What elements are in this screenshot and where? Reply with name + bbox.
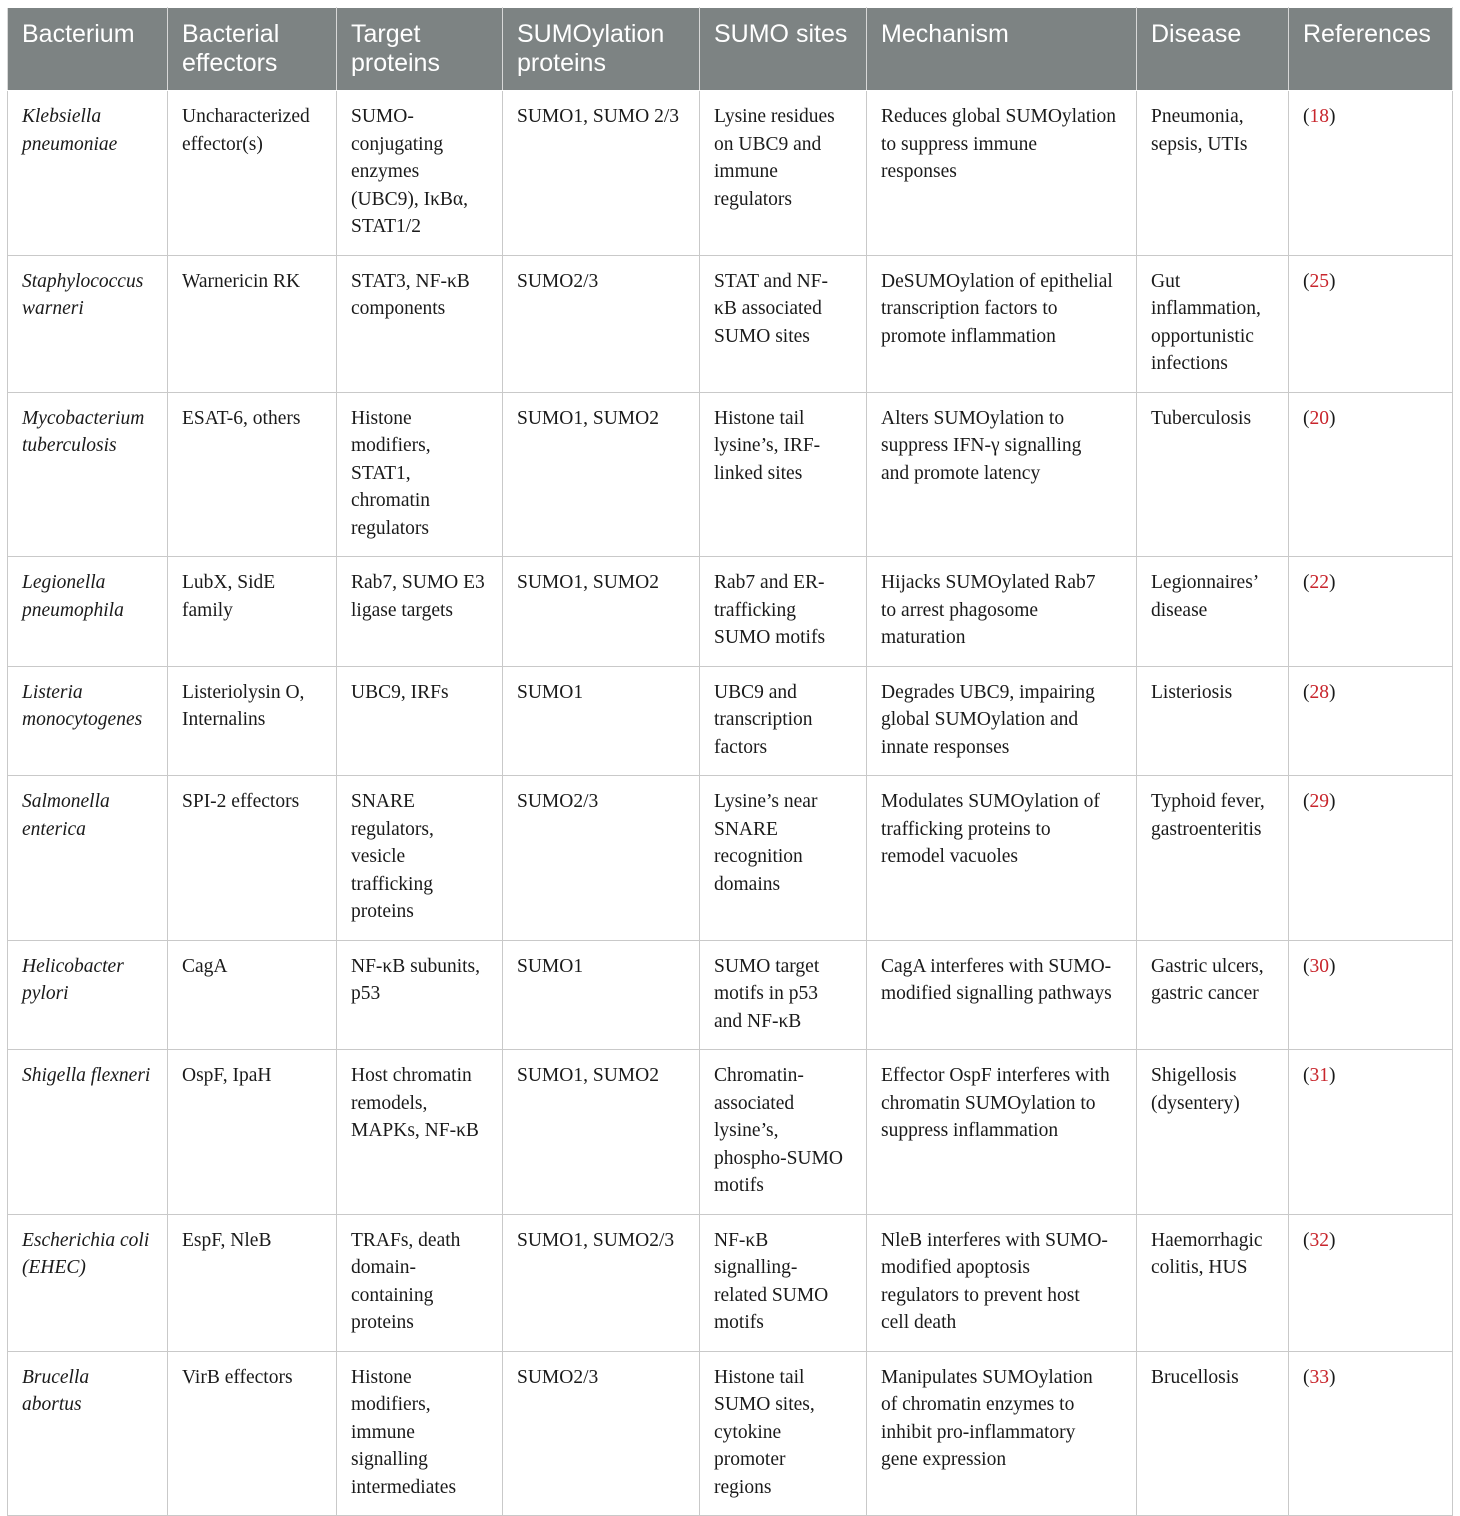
reference-number: 31 xyxy=(1309,1065,1329,1086)
cell-text-line: Effector OspF interferes with xyxy=(881,1065,1110,1086)
header-label-line: proteins xyxy=(351,49,440,77)
bacterium-cell xyxy=(8,1214,168,1351)
cell-text-line: regulators to prevent host xyxy=(881,1284,1080,1306)
header-label-line: effectors xyxy=(182,49,278,77)
disease-cell xyxy=(1137,1351,1289,1516)
cell-text-line: Reduces global SUMOylation xyxy=(881,106,1117,127)
cell-text-line: chromatin SUMOylation to xyxy=(881,1092,1096,1114)
cell-text-line: SUMO motifs xyxy=(714,627,826,648)
reference-link[interactable]: (22) xyxy=(1303,572,1336,593)
cell-text-line: transcription xyxy=(714,709,813,730)
mechanism-cell xyxy=(867,776,1137,941)
sumoylation-proteins-cell xyxy=(503,1050,700,1215)
disease-cell xyxy=(1137,255,1289,392)
cell-text-line: (EHEC) xyxy=(22,1257,86,1278)
cell-text-line: Histone xyxy=(351,407,412,429)
header-label-line: Mechanism xyxy=(881,20,1009,48)
header-bacterial-effectors xyxy=(168,8,337,91)
cell-text-line: cytokine xyxy=(714,1421,782,1443)
cell-text-line: immune xyxy=(351,1421,415,1443)
effectors-cell xyxy=(168,1214,337,1351)
cell-text-line: SUMO1 xyxy=(517,681,584,703)
references-cell xyxy=(1289,1351,1453,1516)
cell-text-line: containing xyxy=(351,1284,434,1306)
header-label-line: proteins xyxy=(517,49,606,77)
disease-cell xyxy=(1137,1050,1289,1215)
cell-text-line: Tuberculosis xyxy=(1151,407,1252,429)
header-sumo-sites xyxy=(700,8,867,91)
cell-text-line: Internalins xyxy=(182,709,266,730)
table-row xyxy=(8,1351,1453,1516)
references-cell xyxy=(1289,1050,1453,1215)
cell-text-line: modified apoptosis xyxy=(881,1257,1030,1278)
cell-text-line: innate responses xyxy=(881,736,1010,758)
effectors-cell xyxy=(168,255,337,392)
cell-text-line: suppress inflammation xyxy=(881,1120,1059,1141)
cell-text-line: and NF-κB xyxy=(714,1010,802,1032)
reference-link[interactable]: (28) xyxy=(1303,681,1336,703)
cell-text-line: SUMO1, SUMO2 xyxy=(517,572,659,593)
table-row xyxy=(8,557,1453,667)
table-row xyxy=(8,392,1453,557)
reference-number: 32 xyxy=(1309,1229,1329,1251)
target-proteins-cell xyxy=(337,91,503,256)
cell-text-line: SUMO sites xyxy=(714,325,810,347)
cell-text-line: vesicle xyxy=(351,846,406,867)
cell-text-line: (UBC9), IκBα, xyxy=(351,188,468,210)
cell-text-line: pylori xyxy=(22,983,69,1004)
cell-text-line: CagA xyxy=(182,955,228,977)
sumo-sites-cell xyxy=(700,557,867,667)
table-container xyxy=(7,7,1452,1516)
effectors-cell xyxy=(168,1351,337,1516)
sumo-sites-cell xyxy=(700,666,867,776)
mechanism-cell xyxy=(867,557,1137,667)
cell-text-line: SPI-2 effectors xyxy=(182,791,300,812)
reference-number: 30 xyxy=(1309,955,1329,977)
sumo-sites-cell xyxy=(700,1214,867,1351)
cell-text-line: cell death xyxy=(881,1312,957,1333)
cell-text-line: infections xyxy=(1151,353,1228,374)
cell-text-line: intermediates xyxy=(351,1476,457,1498)
cell-text-line: EspF, NleB xyxy=(182,1229,272,1251)
cell-text-line: remodels, xyxy=(351,1092,428,1114)
header-label-line: Disease xyxy=(1151,20,1242,48)
target-proteins-cell xyxy=(337,557,503,667)
header-bacterium xyxy=(8,8,168,91)
reference-number: 25 xyxy=(1309,270,1329,292)
disease-cell xyxy=(1137,666,1289,776)
cell-text-line: phospho-SUMO xyxy=(714,1147,843,1169)
cell-text-line: Listeriolysin O, xyxy=(182,681,305,703)
sumoylation-proteins-cell xyxy=(503,91,700,256)
cell-text-line: STAT3, NF-κB xyxy=(351,270,470,292)
cell-text-line: NF-κB xyxy=(714,1229,769,1251)
cell-text-line: gastric cancer xyxy=(1151,983,1259,1004)
cell-text-line: Legionnaires’ xyxy=(1151,572,1260,593)
cell-text-line: SUMO2/3 xyxy=(517,791,599,812)
cell-text-line: domains xyxy=(714,873,781,895)
sumoylation-proteins-cell xyxy=(503,666,700,776)
sumo-sites-cell xyxy=(700,1351,867,1516)
cell-text-line: opportunistic xyxy=(1151,325,1254,347)
cell-text-line: colitis, HUS xyxy=(1151,1257,1248,1278)
cell-text-line: enzymes xyxy=(351,161,420,182)
target-proteins-cell xyxy=(337,255,503,392)
cell-text-line: monocytogenes xyxy=(22,709,143,730)
cell-text-line: to arrest phagosome xyxy=(881,599,1039,621)
cell-text-line: responses xyxy=(881,161,957,182)
references-cell xyxy=(1289,776,1453,941)
target-proteins-cell xyxy=(337,776,503,941)
cell-text-line: Chromatin- xyxy=(714,1065,804,1086)
reference-link[interactable]: (29) xyxy=(1303,791,1336,812)
cell-text-line: regulators, xyxy=(351,818,434,840)
cell-text-line: Brucellosis xyxy=(1151,1366,1239,1388)
cell-text-line: Rab7, SUMO E3 xyxy=(351,572,485,593)
cell-text-line: UBC9 and xyxy=(714,681,797,703)
cell-text-line: trafficking xyxy=(714,599,796,621)
cell-text-line: SNARE xyxy=(714,818,778,840)
cell-text-line: LubX, SidE xyxy=(182,572,276,593)
mechanism-cell xyxy=(867,392,1137,557)
reference-number: 18 xyxy=(1309,106,1329,127)
references-cell xyxy=(1289,91,1453,256)
cell-text-line: SUMO1, SUMO2 xyxy=(517,407,659,429)
table-row xyxy=(8,666,1453,776)
cell-text-line: inflammation, xyxy=(1151,298,1261,319)
header-label-line: Target xyxy=(351,20,421,48)
disease-cell xyxy=(1137,776,1289,941)
sumoylation-proteins-cell xyxy=(503,392,700,557)
cell-text-line: to suppress immune xyxy=(881,133,1037,155)
bacterium-cell xyxy=(8,91,168,256)
mechanism-cell xyxy=(867,255,1137,392)
cell-text-line: chromatin xyxy=(351,490,431,511)
effectors-cell xyxy=(168,776,337,941)
cell-text-line: SUMO1, SUMO2 xyxy=(517,1065,659,1086)
cell-text-line: modified signalling pathways xyxy=(881,983,1112,1004)
target-proteins-cell xyxy=(337,940,503,1050)
table-body xyxy=(8,91,1453,1516)
cell-text-line: Legionella xyxy=(22,572,106,593)
cell-text-line: warneri xyxy=(22,298,84,319)
cell-text-line: effector(s) xyxy=(182,133,263,155)
cell-text-line: and promote latency xyxy=(881,462,1041,484)
cell-text-line: VirB effectors xyxy=(182,1366,293,1388)
cell-text-line: OspF, IpaH xyxy=(182,1065,272,1086)
header-sumoylation-proteins xyxy=(503,8,700,91)
cell-text-line: Gastric ulcers, xyxy=(1151,955,1264,977)
cell-text-line: recognition xyxy=(714,846,803,867)
cell-text-line: motifs xyxy=(714,1312,764,1333)
reference-number: 29 xyxy=(1309,791,1329,812)
disease-cell xyxy=(1137,392,1289,557)
bacterium-cell xyxy=(8,557,168,667)
sumo-sites-cell xyxy=(700,392,867,557)
cell-text-line: STAT and NF- xyxy=(714,270,829,292)
cell-text-line: Histone xyxy=(351,1366,412,1388)
reference-link[interactable]: (25) xyxy=(1303,270,1336,292)
cell-text-line: Pneumonia, xyxy=(1151,106,1244,127)
sumo-sites-cell xyxy=(700,776,867,941)
references-cell xyxy=(1289,255,1453,392)
disease-cell xyxy=(1137,557,1289,667)
effectors-cell xyxy=(168,392,337,557)
cell-text-line: Helicobacter xyxy=(22,955,124,977)
cell-text-line: Salmonella xyxy=(22,791,110,812)
header-target-proteins xyxy=(337,8,503,91)
cell-text-line: remodel vacuoles xyxy=(881,846,1018,867)
header-references xyxy=(1289,8,1453,91)
cell-text-line: Mycobacterium xyxy=(22,407,145,429)
reference-number: 20 xyxy=(1309,407,1329,429)
cell-text-line: motifs in p53 xyxy=(714,983,819,1004)
target-proteins-cell xyxy=(337,1050,503,1215)
cell-text-line: signalling xyxy=(351,1449,428,1470)
cell-text-line: NF-κB subunits, xyxy=(351,955,481,977)
sumoylation-proteins-cell xyxy=(503,1214,700,1351)
cell-text-line: Typhoid fever, xyxy=(1151,791,1265,812)
cell-text-line: promoter xyxy=(714,1449,786,1470)
cell-text-line: signalling- xyxy=(714,1257,798,1278)
cell-text-line: MAPKs, NF-κB xyxy=(351,1120,479,1141)
header-label-line: SUMOylation xyxy=(517,20,665,48)
mechanism-cell xyxy=(867,91,1137,256)
bacterium-cell xyxy=(8,940,168,1050)
references-cell xyxy=(1289,392,1453,557)
references-cell xyxy=(1289,557,1453,667)
header-mechanism xyxy=(867,8,1137,91)
cell-text-line: STAT1/2 xyxy=(351,216,421,237)
disease-cell xyxy=(1137,940,1289,1050)
header-label-line: References xyxy=(1303,20,1431,48)
cell-text-line: Histone tail xyxy=(714,1366,805,1388)
cell-text-line: proteins xyxy=(351,1312,414,1333)
cell-text-line: modifiers, xyxy=(351,1394,431,1415)
effectors-cell xyxy=(168,940,337,1050)
table-row xyxy=(8,776,1453,941)
effectors-cell xyxy=(168,557,337,667)
cell-text-line: components xyxy=(351,298,446,319)
cell-text-line: related SUMO xyxy=(714,1284,829,1306)
sumoylation-proteins-cell xyxy=(503,557,700,667)
cell-text-line: Histone tail xyxy=(714,407,805,429)
cell-text-line: Listeriosis xyxy=(1151,681,1233,703)
cell-text-line: Modulates SUMOylation of xyxy=(881,791,1100,812)
cell-text-line: Warnericin RK xyxy=(182,270,301,292)
reference-link[interactable]: (20) xyxy=(1303,407,1336,429)
cell-text-line: modifiers, xyxy=(351,435,431,456)
cell-text-line: NleB interferes with SUMO- xyxy=(881,1229,1108,1251)
cell-text-line: lysine’s, xyxy=(714,1120,779,1141)
cell-text-line: regulators xyxy=(351,517,429,539)
target-proteins-cell xyxy=(337,1351,503,1516)
header-label-line: Bacterium xyxy=(22,20,135,48)
cell-text-line: trafficking xyxy=(351,873,433,895)
bacterium-cell xyxy=(8,1050,168,1215)
cell-text-line: tuberculosis xyxy=(22,435,117,456)
cell-text-line: Lysine’s near xyxy=(714,791,818,812)
cell-text-line: regions xyxy=(714,1476,772,1498)
cell-text-line: Escherichia coli xyxy=(22,1229,150,1251)
reference-link[interactable]: (33) xyxy=(1303,1366,1336,1388)
cell-text-line: SUMO1 xyxy=(517,955,584,977)
cell-text-line: conjugating xyxy=(351,133,444,155)
cell-text-line: lysine’s, IRF- xyxy=(714,435,821,456)
bacterium-cell xyxy=(8,666,168,776)
cell-text-line: regulators xyxy=(714,188,792,210)
cell-text-line: Hijacks SUMOylated Rab7 xyxy=(881,572,1096,593)
mechanism-cell xyxy=(867,1214,1137,1351)
cell-text-line: gastroenteritis xyxy=(1151,818,1262,840)
reference-link[interactable]: (31) xyxy=(1303,1065,1336,1086)
mechanism-cell xyxy=(867,1050,1137,1215)
sumoylation-proteins-cell xyxy=(503,776,700,941)
target-proteins-cell xyxy=(337,392,503,557)
cell-text-line: Haemorrhagic xyxy=(1151,1229,1263,1251)
cell-text-line: global SUMOylation and xyxy=(881,709,1079,730)
mechanism-cell xyxy=(867,1351,1137,1516)
table-row xyxy=(8,1214,1453,1351)
reference-number: 33 xyxy=(1309,1366,1329,1388)
mechanism-cell xyxy=(867,940,1137,1050)
cell-text-line: SNARE xyxy=(351,791,415,812)
sumoylation-proteins-cell xyxy=(503,255,700,392)
cell-text-line: enterica xyxy=(22,818,86,840)
table-row xyxy=(8,255,1453,392)
reference-link[interactable]: (32) xyxy=(1303,1229,1336,1251)
reference-number: 28 xyxy=(1309,681,1329,703)
cell-text-line: sepsis, UTIs xyxy=(1151,133,1248,155)
disease-cell xyxy=(1137,91,1289,256)
cell-text-line: pneumoniae xyxy=(22,133,118,155)
sumo-sites-cell xyxy=(700,91,867,256)
cell-text-line: SUMO2/3 xyxy=(517,1366,599,1388)
cell-text-line: κB associated xyxy=(714,298,822,319)
references-cell xyxy=(1289,1214,1453,1351)
cell-text-line: Klebsiella xyxy=(22,106,102,127)
cell-text-line: disease xyxy=(1151,599,1208,621)
table-row xyxy=(8,1050,1453,1215)
header-row xyxy=(8,8,1453,91)
cell-text-line: Brucella xyxy=(22,1366,90,1388)
bacterium-cell xyxy=(8,255,168,392)
cell-text-line: linked sites xyxy=(714,462,803,484)
cell-text-line: ESAT-6, others xyxy=(182,407,301,429)
cell-text-line: immune xyxy=(714,161,778,182)
cell-text-line: Rab7 and ER- xyxy=(714,572,825,593)
cell-text-line: suppress IFN-γ signalling xyxy=(881,435,1082,456)
cell-text-line: SUMO2/3 xyxy=(517,270,599,292)
cell-text-line: Manipulates SUMOylation xyxy=(881,1366,1093,1388)
cell-text-line: gene expression xyxy=(881,1449,1007,1470)
sumo-sites-cell xyxy=(700,255,867,392)
reference-link[interactable]: (30) xyxy=(1303,955,1336,977)
cell-text-line: transcription factors to xyxy=(881,298,1058,319)
cell-text-line: promote inflammation xyxy=(881,325,1056,347)
cell-text-line: SUMO1, SUMO2/3 xyxy=(517,1229,675,1251)
cell-text-line: Gut xyxy=(1151,270,1181,292)
cell-text-line: SUMO1, SUMO 2/3 xyxy=(517,106,679,127)
cell-text-line: inhibit pro-inflammatory xyxy=(881,1421,1076,1443)
cell-text-line: proteins xyxy=(351,901,414,922)
cell-text-line: Uncharacterized xyxy=(182,106,310,127)
bacterium-cell xyxy=(8,1351,168,1516)
cell-text-line: SUMO target xyxy=(714,955,820,977)
table-row xyxy=(8,91,1453,256)
cell-text-line: STAT1, xyxy=(351,462,411,484)
reference-number: 22 xyxy=(1309,572,1329,593)
cell-text-line: of chromatin enzymes to xyxy=(881,1394,1075,1415)
sumo-sites-cell xyxy=(700,940,867,1050)
cell-text-line: SUMO sites, xyxy=(714,1394,815,1415)
cell-text-line: associated xyxy=(714,1092,795,1114)
sumo-sites-cell xyxy=(700,1050,867,1215)
cell-text-line: motifs xyxy=(714,1175,764,1196)
effectors-cell xyxy=(168,1050,337,1215)
cell-text-line: ligase targets xyxy=(351,599,453,621)
header-label-line: SUMO sites xyxy=(714,20,848,48)
cell-text-line: Listeria xyxy=(22,681,83,703)
cell-text-line: Staphylococcus xyxy=(22,270,144,292)
disease-cell xyxy=(1137,1214,1289,1351)
cell-text-line: trafficking proteins to xyxy=(881,818,1051,840)
cell-text-line: on UBC9 and xyxy=(714,133,822,155)
bacterium-cell xyxy=(8,776,168,941)
target-proteins-cell xyxy=(337,666,503,776)
cell-text-line: domain- xyxy=(351,1257,416,1278)
cell-text-line: Lysine residues xyxy=(714,106,835,127)
effectors-cell xyxy=(168,666,337,776)
cell-text-line: SUMO- xyxy=(351,106,414,127)
cell-text-line: maturation xyxy=(881,627,966,648)
cell-text-line: DeSUMOylation of epithelial xyxy=(881,270,1113,292)
cell-text-line: Degrades UBC9, impairing xyxy=(881,681,1095,703)
cell-text-line: Alters SUMOylation to xyxy=(881,407,1065,429)
sumoylation-table xyxy=(7,7,1453,1516)
target-proteins-cell xyxy=(337,1214,503,1351)
cell-text-line: Shigellosis xyxy=(1151,1065,1237,1086)
cell-text-line: factors xyxy=(714,736,768,758)
cell-text-line: abortus xyxy=(22,1394,82,1415)
cell-text-line: CagA interferes with SUMO- xyxy=(881,955,1112,977)
references-cell xyxy=(1289,666,1453,776)
header-disease xyxy=(1137,8,1289,91)
cell-text-line: Host chromatin xyxy=(351,1065,472,1086)
reference-link[interactable]: (18) xyxy=(1303,106,1336,127)
table-row xyxy=(8,940,1453,1050)
cell-text-line: pneumophila xyxy=(22,599,124,621)
bacterium-cell xyxy=(8,392,168,557)
cell-text-line: Shigella flexneri xyxy=(22,1065,151,1086)
cell-text-line: (dysentery) xyxy=(1151,1092,1240,1114)
cell-text-line: UBC9, IRFs xyxy=(351,681,449,703)
sumoylation-proteins-cell xyxy=(503,940,700,1050)
cell-text-line: TRAFs, death xyxy=(351,1229,461,1251)
mechanism-cell xyxy=(867,666,1137,776)
header-label-line: Bacterial xyxy=(182,20,280,48)
effectors-cell xyxy=(168,91,337,256)
cell-text-line: family xyxy=(182,599,233,621)
cell-text-line: p53 xyxy=(351,983,381,1004)
references-cell xyxy=(1289,940,1453,1050)
sumoylation-proteins-cell xyxy=(503,1351,700,1516)
